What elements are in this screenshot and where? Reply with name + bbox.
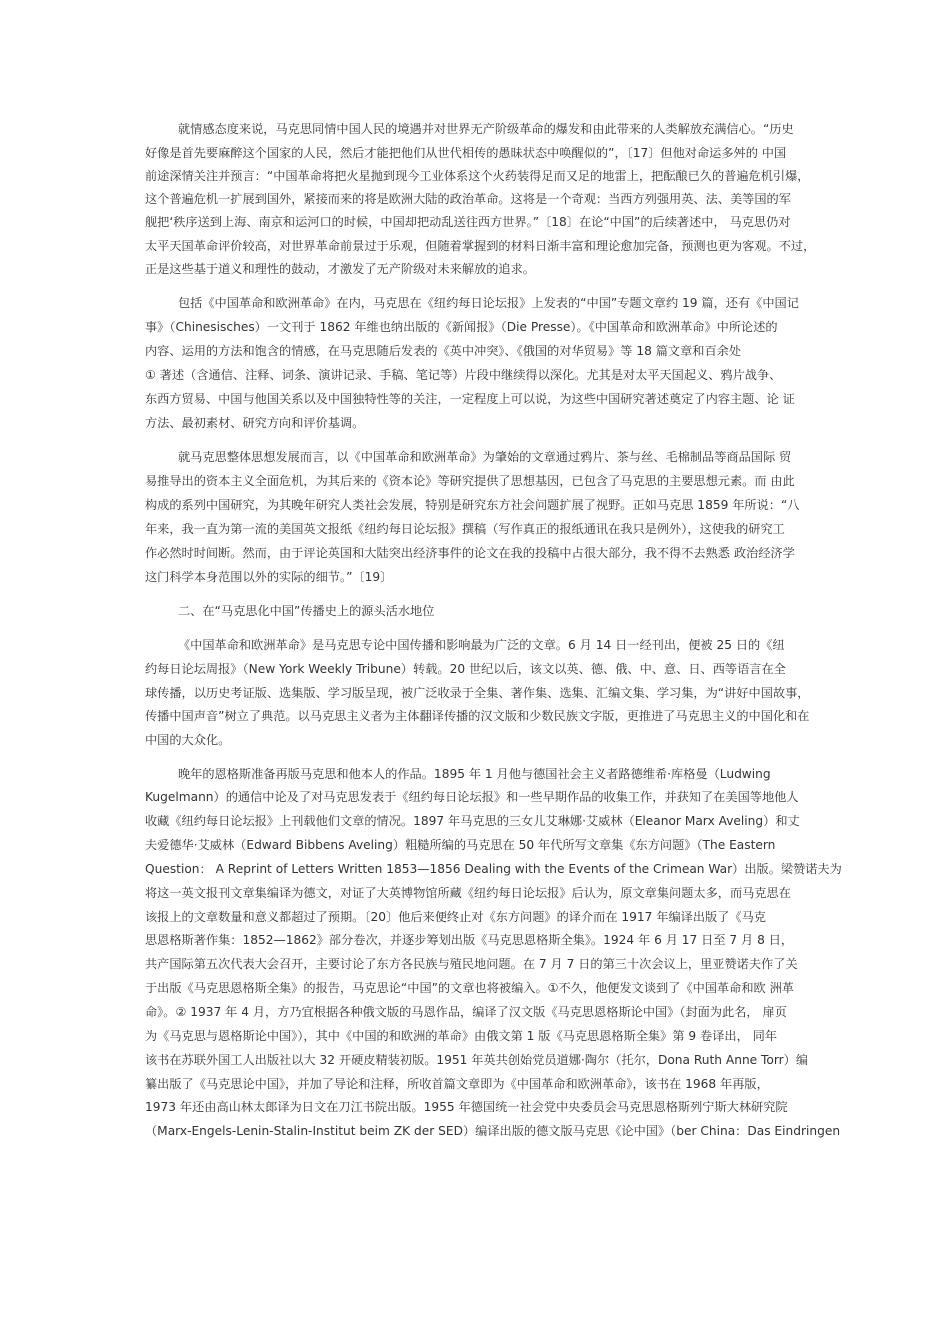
text-line: 就马克思整体思想发展而言，以《中国革命和欧洲革命》为肇始的文章通过鸦片、茶与丝、毛棉制品等商品国际 贸 [178,450,792,464]
text-line: 年来，我一直为第一流的美国英文报纸《纽约每日论坛报》撰稿（写作真正的报纸通讯在我只是例外），这使我的研究工 [145,522,785,536]
text-line: 该报上的文章数量和意义都超过了预期。〔20〕他后来便终止对《东方问题》的译介而在 1917 年编译出版了《马克 [145,910,766,924]
text-line: 传播中国声音”树立了典范。以马克思主义者为主体翻译传播的汉文版和少数民族文字版，更推进了马克思主义的中国化和在 [145,709,810,723]
text-line: 球传播，以历史考证版、选集版、学习版呈现，被广泛收录于全集、著作集、选集、汇编文集、学习集，为“讲好中国故事， [145,686,810,700]
text-line: ① 著述（含通信、注释、词条、演讲记录、手稿、笔记等）片段中继续得以深化。尤其是对太平天国起义、鸦片战争、 [145,368,782,382]
text-line: 共产国际第五次代表大会召开，主要讨论了东方各民族与殖民地问题。在 7 月 7 日的第三十次会议上，里亚赞诺夫作了关 [145,957,798,971]
text-line: 该书在苏联外国工人出版社以大 32 开硬皮精装初版。1951 年英共创始党员道娜·陶尔（托尔，Dona Ruth Anne Torr）编 [145,1053,809,1067]
text-line: 中国的大众化。 [145,733,231,747]
text-line: 这个普遍危机一扩展到国外，紧接而来的将是欧洲大陆的政治革命。这将是一个奇观：当西方列强用英、法、美等国的军 [145,192,791,206]
text-line: （Marx-Engels-Lenin-Stalin-Institut beim ZK der SED）编译出版的德文版马克思《论中国》（ber China：Das Eindringen [145,1124,841,1138]
text-line: 晚年的恩格斯准备再版马克思和他本人的作品。1895 年 1 月他与德国社会主义者路德维希·库格曼（Ludwing [178,767,771,781]
text-line: 构成的系列中国研究，为其晚年研究人类社会发展，特别是研究东方社会问题扩展了视野。正如马克思 1859 年所说：“八 [145,498,800,512]
text-line: 舰把‘秩序送到上海、南京和运河口的时候，中国却把动乱送往西方世界。”〔18〕在论“中国”的后续著述中， 马克思仍对 [145,215,791,229]
text-line: 思恩格斯著作集：1852—1862》部分卷次，并逐步筹划出版《马克思恩格斯全集》。1924 年 6 月 17 日至 7 月 8 日， [145,933,794,947]
text-line: 易推导出的资本主义全面危机，为其后来的《资本论》等研究提供了思想基因，已包含了马克思的主要思想元素。而 由此 [145,474,795,488]
text-line: 事》（Chinesisches）一文刊于 1862 年维也纳出版的《新闻报》（Die Presse）。《中国革命和欧洲革命》中所论述的 [145,320,778,334]
text-line: 为《马克思与恩格斯论中国》），其中《中国的和欧洲的革命》由俄文第 1 版《马克思恩格斯全集》第 9 卷译出， 同年 [145,1029,778,1043]
text-line: 方法、最初素材、研究方向和评价基调。 [145,416,365,430]
text-line: 纂出版了《马克思论中国》，并加了导论和注释，所收首篇文章即为《中国革命和欧洲革命》，该书在 1968 年再版， [145,1077,769,1091]
text-line: 将这一英文报刊文章集编译为德文，对证了大英博物馆所藏《纽约每日论坛报》后认为，原文章集问题太多，而马克思在 [145,886,791,900]
text-line: Kugelmann）的通信中论及了对马克思发表于《纽约每日论坛报》和一些早期作品的收集工作，并获知了在美国等地他人 [145,790,799,804]
text-line: 约每日论坛周报》（New York Weekly Tribune）转载。20 世纪以后，该文以英、德、俄、中、意、日、西等语言在全 [145,662,786,676]
text-line: 收藏《纽约每日论坛报》上刊载他们文章的情况。1897 年马克思的三女儿艾琳娜·艾威林（Eleanor Marx Aveling）和丈 [145,814,800,828]
section-heading-text: 二、在“马克思化中国”传播史上的源头活水地位 [178,604,435,618]
text-line: 包括《中国革命和欧洲革命》在内，马克思在《纽约每日论坛报》上发表的“中国”专题文章约 19 篇，还有《中国记 [178,296,799,310]
text-line: 于出版《马克思恩格斯全集》的报告，马克思论“中国”的文章也将被编入。①不久，他便发文谈到了《中国革命和欧 洲革 [145,981,794,995]
text-line: 夫爱德华·艾威林（Edward Bibbens Aveling）粗糙所编的马克思在 50 年代所写文章集《东方问题》（The Eastern [145,838,776,852]
text-line: 就情感态度来说，马克思同情中国人民的境遇并对世界无产阶级革命的爆发和由此带来的人类解放充满信心。“历史 [178,122,794,136]
text-line: 内容、运用的方法和饱含的情感，在马克思随后发表的《英中冲突》、《俄国的对华贸易》等 18 篇文章和百余处 [145,344,742,358]
text-line: 前途深情关注并预言：“中国革命将把火星抛到现今工业体系这个火药装得足而又足的地雷上，把酝酿已久的普遍危机引爆， [145,169,810,183]
text-line: 《中国革命和欧洲革命》是马克思专论中国传播和影响最为广泛的文章。6 月 14 日一经刊出，便被 25 日的《纽 [178,638,785,652]
text-line: Question： A Reprint of Letters Written 1853—1856 Dealing with the Events of the Crimean War）出版。梁赞诺夫为 [145,862,842,876]
text-line: 东西方贸易、中国与他国关系以及中国独特性等的关注，一定程度上可以说，为这些中国研究著述奠定了内容主题、论 证 [145,392,795,406]
text-line: 1973 年还由高山林太郎译为日文在刀江书院出版。1955 年德国统一社会党中央委员会马克思恩格斯列宁斯大林研究院 [145,1100,788,1114]
text-line: 这门科学本身范围以外的实际的细节。”〔19〕 [145,570,393,584]
text-line: 正是这些基于道义和理性的鼓动，才激发了无产阶级对未来解放的追求。 [145,262,535,276]
text-line: 作必然时时间断。然而，由于评论英国和大陆突出经济事件的论文在我的投稿中占很大部分，我不得不去熟悉 政治经济学 [145,546,795,560]
text-line: 太平天国革命评价较高，对世界革命前景过于乐观，但随着掌握到的材料日渐丰富和理论愈加完备，预测也更为客观。不过， [145,239,816,253]
text-line: 命》。② 1937 年 4 月，方乃宜根据各种俄文版的马恩作品，编译了汉文版《马克思恩格斯论中国》（封面为此名， 扉页 [145,1005,787,1019]
text-line: 好像是首先要麻醉这个国家的人民，然后才能把他们从世代相传的愚昧状态中唤醒似的”，〔17〕但他对命运多舛的 中国 [145,146,787,160]
